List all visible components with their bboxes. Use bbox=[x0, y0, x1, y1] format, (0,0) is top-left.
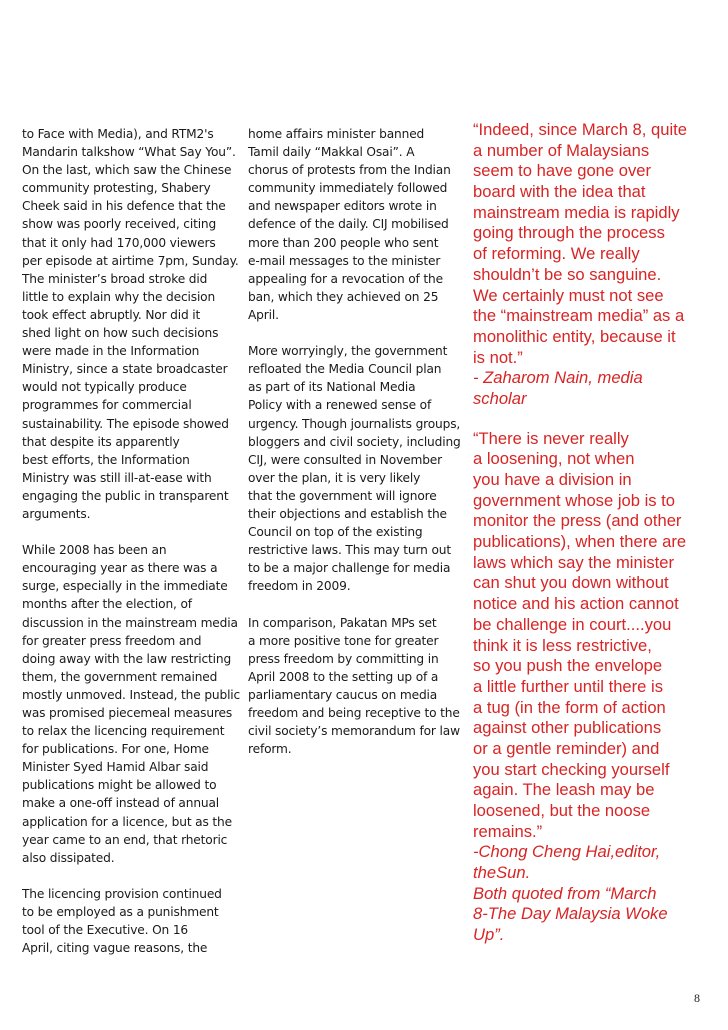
text-line: their objections and establish the bbox=[248, 506, 447, 521]
text-line: community protesting, Shabery bbox=[22, 181, 211, 196]
text-line: bloggers and civil society, including bbox=[248, 434, 461, 449]
quote-line: a little further until there is bbox=[473, 676, 663, 696]
quote-line: mainstream media is rapidly bbox=[473, 202, 680, 222]
text-line: Ministry, since a state broadcaster bbox=[22, 362, 228, 377]
text-line: more than 200 people who sent bbox=[248, 235, 439, 250]
text-line: would not typically produce bbox=[22, 380, 187, 395]
text-line: and newspaper editors wrote in bbox=[248, 199, 437, 214]
text-line: Ministry was still ill-at-ease with bbox=[22, 470, 212, 485]
text-line: appealing for a revocation of the bbox=[248, 271, 443, 286]
text-line: best efforts, the Information bbox=[22, 452, 190, 467]
text-line: over the plan, it is very likely bbox=[248, 470, 421, 485]
quote-line: monitor the press (and other bbox=[473, 511, 682, 531]
text-line: chorus of protests from the Indian bbox=[248, 163, 451, 178]
quote-line: going through the process bbox=[473, 223, 665, 243]
text-line: Tamil daily “Makkal Osai”. A bbox=[248, 145, 415, 160]
text-line: encouraging year as there was a bbox=[22, 561, 218, 576]
text-line: Policy with a renewed sense of bbox=[248, 398, 432, 413]
text-line: freedom in 2009. bbox=[248, 579, 351, 594]
text-line: The minister’s broad stroke did bbox=[22, 271, 208, 286]
quote-attribution-line: 8-The Day Malaysia Woke bbox=[473, 904, 668, 924]
quote-line: again. The leash may be bbox=[473, 780, 655, 800]
quote-line: of reforming. We really bbox=[473, 244, 640, 264]
text-column-left bbox=[22, 125, 240, 957]
text-line: that the government will ignore bbox=[248, 488, 437, 503]
page-number: 8 bbox=[694, 991, 700, 1005]
text-line: tool of the Executive. On 16 bbox=[22, 923, 189, 938]
quote-line: remains.” bbox=[473, 821, 543, 841]
quote-line: can shut you down without bbox=[473, 573, 669, 593]
quote-line: “There is never really bbox=[473, 428, 629, 448]
paragraph bbox=[22, 541, 240, 867]
text-line: ban, which they achieved on 25 bbox=[248, 289, 439, 304]
quote-line: “Indeed, since March 8, quite bbox=[473, 120, 687, 139]
text-line: April 2008 to the setting up of a bbox=[248, 669, 439, 684]
quote-line: so you push the envelope bbox=[473, 656, 663, 676]
quote-line: a number of Malaysians bbox=[473, 140, 650, 160]
text-line: that it only had 170,000 viewers bbox=[22, 235, 216, 250]
paragraph-gap bbox=[22, 523, 240, 541]
text-line: April, citing vague reasons, the bbox=[22, 941, 208, 956]
text-line: defence of the daily. CIJ mobilised bbox=[248, 217, 449, 232]
text-line: for greater press freedom and bbox=[22, 633, 202, 648]
quote-line: a tug (in the form of action bbox=[473, 697, 666, 717]
text-line: took effect abruptly. Nor did it bbox=[22, 307, 201, 322]
text-line: as part of its National Media bbox=[248, 380, 416, 395]
quote-attribution-line: Up”. bbox=[473, 925, 505, 945]
quote-line: loosened, but the noose bbox=[473, 801, 651, 820]
paragraph bbox=[248, 614, 463, 759]
quote-line: or a gentle reminder) and bbox=[473, 738, 660, 758]
text-column-middle bbox=[248, 125, 463, 758]
text-line: per episode at airtime 7pm, Sunday. bbox=[22, 253, 239, 268]
text-line: to Face with Media), and RTM2's bbox=[22, 127, 214, 141]
quote-line: government whose job is to bbox=[473, 490, 676, 510]
text-line: community immediately followed bbox=[248, 181, 448, 196]
text-line: for publications. For one, Home bbox=[22, 742, 209, 757]
text-line: refloated the Media Council plan bbox=[248, 362, 442, 377]
quote-line: be challenge in court....you bbox=[473, 614, 672, 634]
quote-line: you have a division in bbox=[473, 470, 632, 489]
text-line: freedom and being receptive to the bbox=[248, 706, 460, 720]
quote-line: publications), when there are bbox=[473, 532, 687, 552]
quote-line: against other publications bbox=[473, 718, 662, 738]
text-line: press freedom by committing in bbox=[248, 651, 439, 666]
quote-line: shouldn’t be so sanguine. bbox=[473, 264, 662, 284]
text-line: urgency. Though journalists groups, bbox=[248, 416, 461, 431]
text-line: make a one-off instead of annual bbox=[22, 796, 220, 811]
text-line: civil society’s memorandum for law bbox=[248, 724, 460, 739]
text-line: Mandarin talkshow “What Say You”. bbox=[22, 145, 236, 160]
text-line: shed light on how such decisions bbox=[22, 326, 219, 341]
quote-attribution-line: - Zaharom Nain, media bbox=[473, 368, 643, 388]
text-line: were made in the Information bbox=[22, 344, 200, 359]
text-line: sustainability. The episode showed bbox=[22, 416, 229, 431]
paragraph bbox=[248, 342, 463, 595]
paragraph bbox=[248, 125, 463, 324]
text-line: doing away with the law restricting bbox=[22, 651, 232, 666]
text-line: April. bbox=[248, 307, 279, 322]
paragraph bbox=[22, 125, 240, 523]
pull-quote-column bbox=[473, 120, 718, 946]
paragraph-gap bbox=[248, 324, 463, 342]
text-line: discussion in the mainstream media bbox=[22, 615, 238, 630]
text-line: In comparison, Pakatan MPs set bbox=[248, 615, 437, 630]
quote-gap bbox=[473, 410, 718, 429]
text-line: to relax the licencing requirement bbox=[22, 724, 225, 739]
text-line: year came to an end, that rhetoric bbox=[22, 832, 228, 847]
quote-line: board with the idea that bbox=[473, 182, 646, 202]
quote-line: think it is less restrictive, bbox=[473, 635, 652, 655]
quote-attribution-line: theSun. bbox=[473, 863, 531, 883]
text-line: to be employed as a punishment bbox=[22, 905, 219, 920]
quote-line: you start checking yourself bbox=[473, 759, 670, 779]
text-line: e-mail messages to the minister bbox=[248, 253, 441, 268]
text-line: restrictive laws. This may turn out bbox=[248, 543, 451, 558]
quote-line: notice and his action cannot bbox=[473, 594, 679, 614]
text-line: home affairs minister banned bbox=[248, 127, 425, 141]
text-line: also dissipated. bbox=[22, 850, 115, 865]
text-line: reform. bbox=[248, 742, 292, 757]
text-line: little to explain why the decision bbox=[22, 289, 216, 304]
quote-attribution-line: Both quoted from “March bbox=[473, 883, 657, 903]
text-line: arguments. bbox=[22, 506, 91, 521]
text-line: publications might be allowed to bbox=[22, 778, 217, 793]
text-line: Council on top of the existing bbox=[248, 525, 423, 540]
text-line: The licencing provision continued bbox=[22, 886, 222, 901]
pull-quote bbox=[473, 120, 718, 410]
text-line: Minister Syed Hamid Albar said bbox=[22, 760, 209, 775]
text-line: that despite its apparently bbox=[22, 434, 180, 449]
text-line: to be a major challenge for media bbox=[248, 561, 451, 576]
text-line: programmes for commercial bbox=[22, 398, 192, 413]
paragraph-gap bbox=[22, 867, 240, 885]
text-line: surge, especially in the immediate bbox=[22, 579, 228, 594]
text-line: application for a licence, but as the bbox=[22, 814, 232, 829]
quote-line: monolithic entity, because it bbox=[473, 326, 676, 346]
paragraph bbox=[22, 885, 240, 957]
text-line: show was poorly received, citing bbox=[22, 217, 217, 232]
quote-line: a loosening, not when bbox=[473, 449, 635, 469]
text-line: Cheek said in his defence that the bbox=[22, 199, 226, 214]
quote-line: laws which say the minister bbox=[473, 552, 675, 572]
text-line: More worryingly, the government bbox=[248, 344, 448, 359]
quote-line: We certainly must not see bbox=[473, 285, 664, 305]
quote-line: seem to have gone over bbox=[473, 161, 652, 181]
quote-line: the “mainstream media” as a bbox=[473, 306, 685, 326]
text-line: parliamentary caucus on media bbox=[248, 687, 438, 702]
text-line: While 2008 has been an bbox=[22, 543, 167, 558]
paragraph-gap bbox=[248, 595, 463, 613]
quote-line: is not.” bbox=[473, 347, 523, 367]
quote-attribution-line: -Chong Cheng Hai,editor, bbox=[473, 842, 661, 862]
text-line: CIJ, were consulted in November bbox=[248, 452, 442, 467]
text-line: mostly unmoved. Instead, the public bbox=[22, 687, 241, 702]
text-line: On the last, which saw the Chinese bbox=[22, 163, 232, 178]
text-line: them, the government remained bbox=[22, 669, 218, 684]
text-line: engaging the public in transparent bbox=[22, 488, 229, 503]
pull-quote bbox=[473, 429, 718, 946]
text-line: a more positive tone for greater bbox=[248, 633, 439, 648]
text-line: months after the election, of bbox=[22, 597, 192, 612]
quote-attribution-line: scholar bbox=[473, 388, 527, 408]
text-line: was promised piecemeal measures bbox=[22, 706, 233, 720]
